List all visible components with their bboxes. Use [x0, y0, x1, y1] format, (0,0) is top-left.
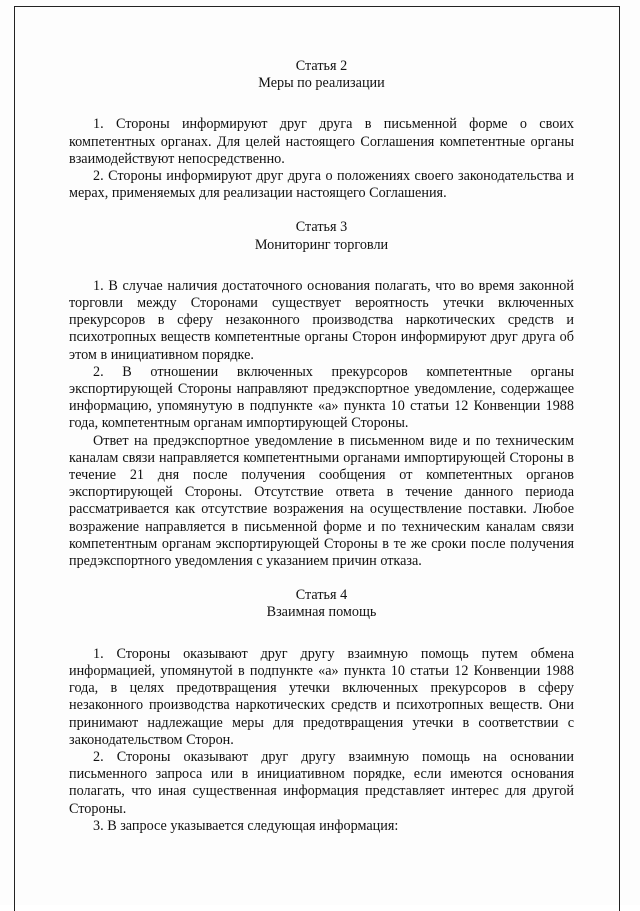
article-3-heading — [69, 219, 574, 253]
article-3-number: Статья 3 — [295, 219, 348, 236]
article-4-heading — [69, 587, 574, 621]
article-4-paragraph-1: 1. Стороны оказывают друг другу взаимную помощь путем обмена информацией, упомянутой в подпункте «а» пункта 10 статьи 12 Конвенции 1988 года, в целях предотвращения утечки включенных прекурсоров в сферу незаконного производства наркотических средств и психотропных веществ. Они принимают надлежащие меры для предотвращения утечки в соответствии с законодательством Сторон. — [69, 645, 574, 748]
article-4-paragraph-2: 2. Стороны оказывают друг другу взаимную помощь на основании письменного запроса или в инициативном порядке, если имеются основания полагать, что иная существенная информация представляет интерес для другой Стороны. — [69, 748, 574, 817]
article-3-paragraph-3: Ответ на предэкспортное уведомление в письменном виде и по техническим каналам связи направляется компетентными органами импортирующей Стороны в течение 21 дня после получения сообщения от компетентных органов экспортирующей Стороны. Отсутствие ответа в течение данного периода рассматривается как отсутствие возражения на осуществление поставки. Любое возражение направляется в письменной форме и по техническим каналам связи компетентным органам экспортирующей Стороны в те же сроки после получения предэкспортного уведомления с указанием причин отказа. — [69, 432, 574, 570]
article-3-title: Мониторинг торговли — [254, 236, 389, 253]
article-2-paragraph-2: 2. Стороны информируют друг друга о положениях своего законодательства и мерах, применяемых для реализации настоящего Соглашения. — [69, 168, 574, 202]
article-2-title: Меры по реализации — [258, 75, 385, 92]
article-2-number: Статья 2 — [295, 58, 348, 74]
article-4-paragraph-3: 3. В запросе указывается следующая информация: — [93, 817, 399, 834]
article-4-title: Взаимная помощь — [266, 604, 377, 621]
article-3-paragraph-1: 1. В случае наличия достаточного основания полагать, что во время законной торговли между Сторонами существует вероятность утечки включенных прекурсоров в сферу незаконного производства наркотических средств и психотропных веществ компетентные органы Сторон информируют друг друга об этом в инициативном порядке. — [69, 277, 574, 363]
article-2-heading — [69, 58, 574, 92]
article-4-number: Статья 4 — [295, 587, 348, 604]
article-3-paragraph-2: 2. В отношении включенных прекурсоров компетентные органы экспортирующей Стороны направляют предэкспортное уведомление, содержащее информацию, упомянутую в подпункте «а» пункта 10 статьи 12 Конвенции 1988 года, компетентным органам импортирующей Стороны. — [69, 363, 574, 432]
article-2-paragraph-1: 1. Стороны информируют друг друга в письменной форме о своих компетентных органах. Для целей настоящего Соглашения компетентные органы взаимодействуют непосредственно. — [69, 116, 574, 167]
document-body — [69, 58, 574, 835]
